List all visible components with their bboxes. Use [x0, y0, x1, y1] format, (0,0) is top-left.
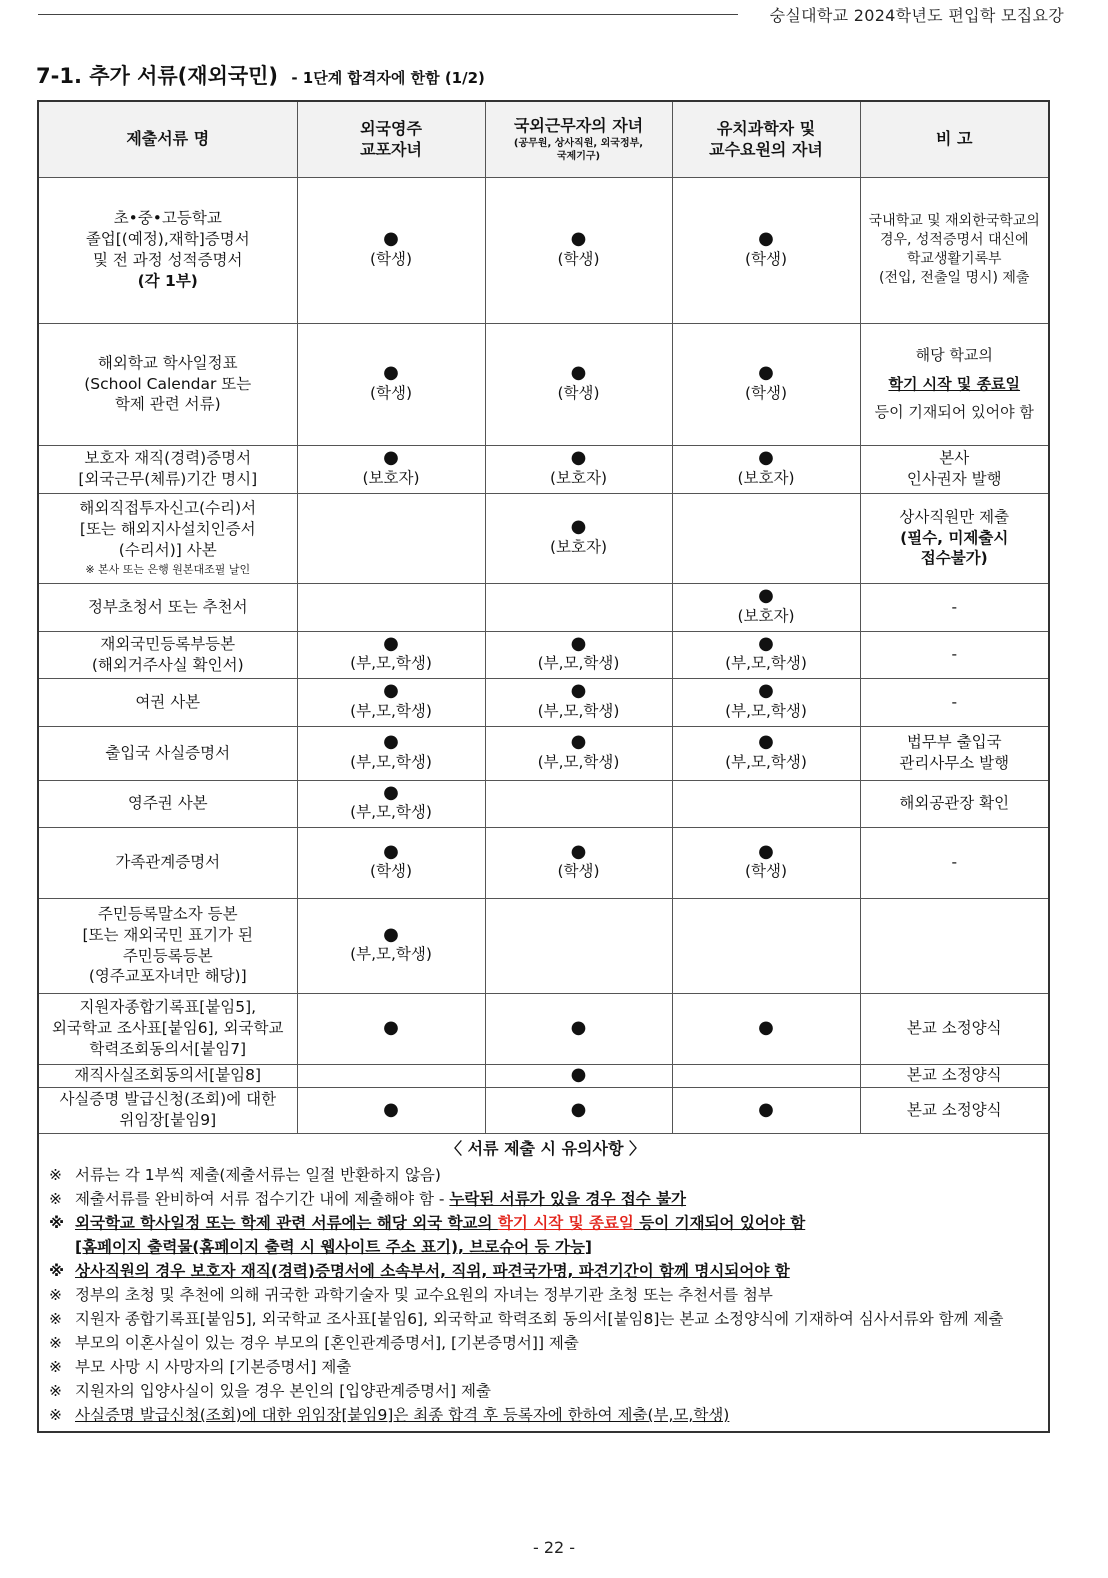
dot-icon: ● [758, 1017, 774, 1039]
dot-icon: ● [383, 632, 399, 654]
mark-cell: ● (부,모,학생) [485, 631, 672, 678]
note-item: ※ 사실증명 발급신청(조회)에 대한 위임장[붙임9]은 최종 합격 후 등록자에 한하여 제출(부,모,학생) [49, 1406, 730, 1425]
mark-cell [672, 993, 860, 1064]
table-header-row [38, 101, 1049, 177]
remark-cell: 본사 인사권자 발행 [860, 445, 1049, 493]
document-name: 출입국 사실증명서 [38, 726, 297, 780]
table-row [38, 445, 1049, 493]
table-row [38, 898, 1049, 993]
table-row [38, 993, 1049, 1064]
table-row [38, 678, 1049, 726]
dot-icon: ● [758, 447, 774, 469]
remark-cell: 해당 학교의 학기 시작 및 종료일 등이 기재되어 있어야 함 [860, 323, 1049, 445]
note-item: ※ 상사직원의 경우 보호자 재직(경력)증명서에 소속부서, 직위, 파견국가명, 파견기간이 함께 명시되어야 함 [49, 1262, 790, 1281]
table-row [38, 493, 1049, 583]
section-subtitle: - 1단계 합격자에 한함 (1/2) [291, 69, 485, 87]
mark-cell [297, 1087, 485, 1133]
mark-cell: ● (학생) [297, 177, 485, 323]
dot-icon: ● [570, 1064, 587, 1086]
mark-cell: ● (보호자) [672, 445, 860, 493]
mark-cell: ● (부,모,학생) [297, 678, 485, 726]
notes-heading: 〈 서류 제출 시 유의사항 〉 [446, 1138, 645, 1158]
dot-icon: ● [758, 731, 774, 753]
mark-cell: ● (학생) [672, 827, 860, 898]
document-name: 여권 사본 [38, 678, 297, 726]
table-row [38, 1064, 1049, 1087]
document-name: 해외직접투자신고(수리)서 [또는 해외지사설치인증서 (수리서)] 사본 ※ 본사 또는 은행 원본대조필 날인 [38, 493, 297, 583]
dot-icon: ● [570, 840, 587, 862]
remark-cell: 해외공관장 확인 [860, 780, 1049, 827]
mark-cell: ● (부,모,학생) [672, 631, 860, 678]
notes-row [38, 1133, 1049, 1432]
dot-icon: ● [383, 923, 399, 945]
mark-cell: ● (부,모,학생) [297, 631, 485, 678]
remark-cell: 본교 소정양식 [860, 1064, 1049, 1087]
mark-cell: ● (부,모,학생) [485, 726, 672, 780]
document-name: 영주권 사본 [38, 780, 297, 827]
header-rule [38, 14, 738, 15]
document-name: 지원자종합기록표[붙임5], 외국학교 조사표[붙임6], 외국학교 학력조회동의서[붙임7] [38, 993, 297, 1064]
note-item: ※ 제출서류를 완비하여 서류 접수기간 내에 제출해야 함 - 누락된 서류가 있을 경우 접수 불가 [49, 1190, 687, 1209]
remark-cell: 상사직원만 제출 (필수, 미제출시 접수불가) [860, 493, 1049, 583]
remark-cell: - [860, 678, 1049, 726]
document-name: 가족관계증명서 [38, 827, 297, 898]
table-row [38, 780, 1049, 827]
header-document-name: 제출서류 명 [38, 101, 297, 177]
note-item: ※ 서류는 각 1부씩 제출(제출서류는 일절 반환하지 않음) [49, 1166, 441, 1185]
mark-cell [297, 993, 485, 1064]
mark-cell [672, 1087, 860, 1133]
document-name: 초•중•고등학교 졸업[(예정),재학]증명서 및 전 과정 성적증명서 (각 1부) [38, 177, 297, 323]
document-title: 숭실대학교 2024학년도 편입학 모집요강 [769, 6, 1064, 25]
mark-cell [485, 898, 672, 993]
dot-icon: ● [383, 840, 399, 862]
dot-icon: ● [383, 680, 399, 702]
mark-cell: ● (학생) [485, 827, 672, 898]
mark-cell [297, 1064, 485, 1087]
dot-icon: ● [570, 632, 587, 654]
mark-cell: ● (부,모,학생) [297, 780, 485, 827]
table-row [38, 631, 1049, 678]
remark-cell: - [860, 827, 1049, 898]
header-overseas-permanent: 외국영주 교포자녀 [297, 101, 485, 177]
mark-cell: ● (부,모,학생) [297, 726, 485, 780]
mark-cell [672, 493, 860, 583]
mark-cell: ● (보호자) [297, 445, 485, 493]
dot-icon: ● [383, 228, 399, 250]
mark-cell [297, 583, 485, 631]
mark-cell [672, 780, 860, 827]
mark-cell: ● (학생) [672, 177, 860, 323]
mark-cell: ● (부,모,학생) [672, 726, 860, 780]
dot-icon: ● [758, 585, 774, 607]
dot-icon: ● [570, 516, 587, 538]
note-item: ※ 외국학교 학사일정 또는 학제 관련 서류에는 해당 외국 학교의 학기 시작 및 종료일 등이 기재되어 있어야 함 [홈페이지 출력물(홈페이지 출력 시 웹사이트 주소 표기), 브로슈어 등 가능] [49, 1214, 806, 1257]
dot-icon: ● [570, 228, 587, 250]
mark-cell: ● (부,모,학생) [297, 898, 485, 993]
dot-icon: ● [383, 781, 399, 803]
header-invited-scientist: 유치과학자 및 교수요원의 자녀 [672, 101, 860, 177]
document-name: 정부초청서 또는 추천서 [38, 583, 297, 631]
dot-icon: ● [758, 680, 774, 702]
mark-cell: ● (학생) [672, 323, 860, 445]
dot-icon: ● [570, 731, 587, 753]
document-name: 주민등록말소자 등본 [또는 재외국민 표기가 된 주민등록등본 (영주교포자녀만 해당)] [38, 898, 297, 993]
remark-cell [860, 898, 1049, 993]
document-name: 보호자 재직(경력)증명서 [외국근무(체류)기간 명시] [38, 445, 297, 493]
note-item: ※ 부모 사망 시 사망자의 [기본증명서] 제출 [49, 1358, 352, 1377]
dot-icon: ● [570, 1017, 587, 1039]
mark-cell: ● (학생) [485, 177, 672, 323]
mark-cell: ● (보호자) [485, 493, 672, 583]
document-name: 사실증명 발급신청(조회)에 대한 위임장[붙임9] [38, 1087, 297, 1133]
mark-cell [485, 1064, 672, 1087]
document-name: 해외학교 학사일정표 (School Calendar 또는 학제 관련 서류) [38, 323, 297, 445]
dot-icon: ● [758, 1098, 774, 1120]
dot-icon: ● [758, 228, 774, 250]
dot-icon: ● [758, 840, 774, 862]
mark-cell: ● (학생) [297, 827, 485, 898]
note-item: ※ 부모의 이혼사실이 있는 경우 부모의 [혼인관계증명서], [기본증명서]] 제출 [49, 1334, 579, 1353]
section-title [36, 60, 485, 90]
mark-cell: ● (보호자) [485, 445, 672, 493]
remark-cell: - [860, 583, 1049, 631]
dot-icon: ● [570, 362, 587, 384]
mark-cell [485, 993, 672, 1064]
dot-icon: ● [758, 632, 774, 654]
note-item: ※ 정부의 초청 및 추천에 의해 귀국한 과학기술자 및 교수요원의 자녀는 정부기관 초청 또는 추천서를 첨부 [49, 1286, 773, 1305]
remark-cell: 본교 소정양식 [860, 1087, 1049, 1133]
table-row [38, 827, 1049, 898]
page-number: - 22 - [532, 1538, 576, 1557]
remark-cell: - [860, 631, 1049, 678]
table-row [38, 177, 1049, 323]
table-row [38, 583, 1049, 631]
dot-icon: ● [570, 447, 587, 469]
mark-cell [485, 583, 672, 631]
dot-icon: ● [570, 680, 587, 702]
mark-cell [485, 780, 672, 827]
document-name: 재직사실조회동의서[붙임8] [38, 1064, 297, 1087]
dot-icon: ● [758, 362, 774, 384]
mark-cell [485, 1087, 672, 1133]
mark-cell: ● (부,모,학생) [485, 678, 672, 726]
mark-cell: ● (보호자) [672, 583, 860, 631]
header-remarks: 비 고 [860, 101, 1049, 177]
note-item: ※ 지원자의 입양사실이 있을 경우 본인의 [입양관계증명서] 제출 [49, 1382, 491, 1401]
mark-cell [672, 898, 860, 993]
dot-icon: ● [383, 1017, 399, 1039]
section-title-main: 7-1. 추가 서류(재외국민) [36, 64, 279, 88]
mark-cell [672, 1064, 860, 1087]
dot-icon: ● [383, 1098, 399, 1120]
documents-table [37, 100, 1050, 1433]
mark-cell: ● (학생) [297, 323, 485, 445]
dot-icon: ● [570, 1098, 587, 1120]
note-item: ※ 지원자 종합기록표[붙임5], 외국학교 조사표[붙임6], 외국학교 학력조회 동의서[붙임8]는 본교 소정양식에 기재하여 심사서류와 함께 제출 [49, 1310, 1004, 1329]
mark-cell [297, 493, 485, 583]
remark-cell: 본교 소정양식 [860, 993, 1049, 1064]
mark-cell: ● (학생) [485, 323, 672, 445]
table-row [38, 726, 1049, 780]
dot-icon: ● [383, 362, 399, 384]
header-overseas-worker: 국외근무자의 자녀 (공무원, 상사직원, 외국정부, 국제기구) [485, 101, 672, 177]
table-row [38, 323, 1049, 445]
dot-icon: ● [383, 731, 399, 753]
remark-cell: 국내학교 및 재외한국학교의 경우, 성적증명서 대신에 학교생활기록부 (전입, 전출일 명시) 제출 [860, 177, 1049, 323]
table-row [38, 1087, 1049, 1133]
mark-cell: ● (부,모,학생) [672, 678, 860, 726]
notes-section [38, 1133, 1049, 1432]
remark-cell: 법무부 출입국 관리사무소 발행 [860, 726, 1049, 780]
document-name: 재외국민등록부등본 (해외거주사실 확인서) [38, 631, 297, 678]
dot-icon: ● [383, 447, 399, 469]
